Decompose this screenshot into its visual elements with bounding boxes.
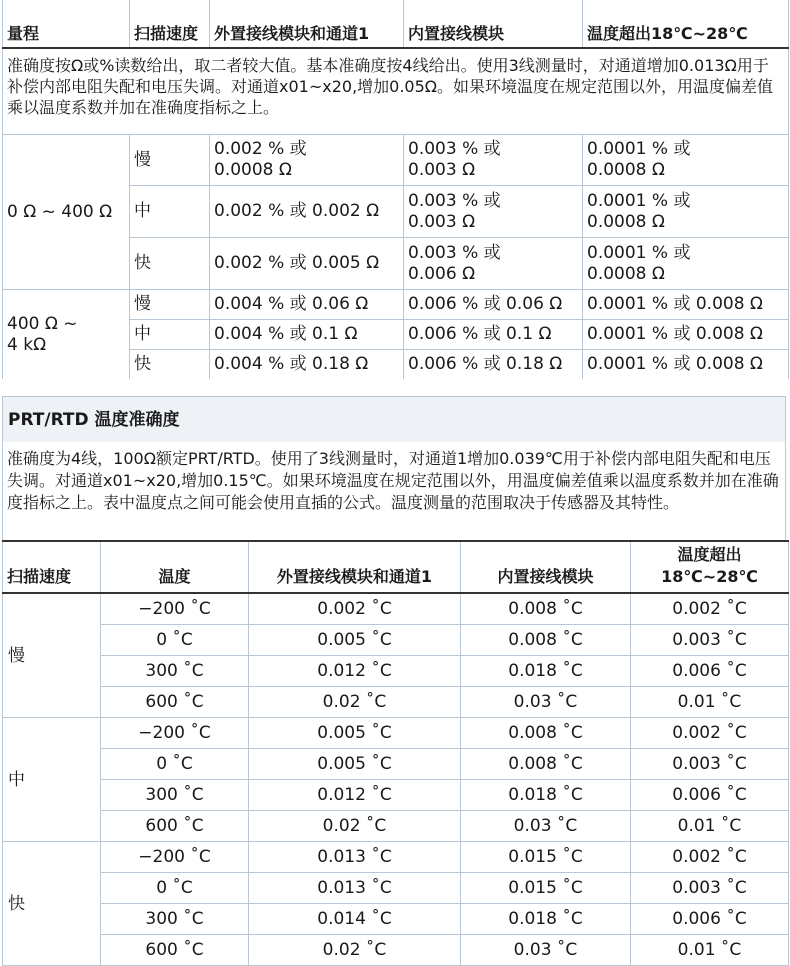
temperature-cell: 300 ˚C	[101, 656, 249, 687]
external-cell: 0.013 ˚C	[249, 842, 461, 873]
temperature-cell: −200 ˚C	[101, 842, 249, 873]
temperature-cell: 600 ˚C	[101, 935, 249, 966]
external-cell: 0.004 % 或 0.1 Ω	[210, 320, 404, 350]
col-header-scan-speed: 扫描速度	[3, 541, 101, 593]
temp-out-cell: 0.006 ˚C	[631, 780, 789, 811]
external-cell: 0.002 ˚C	[249, 593, 461, 625]
col-header-temperature: 温度	[101, 541, 249, 593]
temp-out-cell: 0.0001 % 或 0.0008 Ω	[583, 135, 789, 186]
col-header-internal: 内置接线模块	[404, 0, 583, 48]
internal-cell: 0.003 % 或 0.006 Ω	[404, 238, 583, 290]
external-cell: 0.005 ˚C	[249, 625, 461, 656]
resistance-table-body	[3, 135, 789, 380]
temp-out-cell: 0.003 ˚C	[631, 873, 789, 904]
temp-out-cell: 0.01 ˚C	[631, 935, 789, 966]
internal-cell: 0.006 % 或 0.06 Ω	[404, 290, 583, 320]
speed-cell: 慢	[130, 290, 210, 320]
scan-speed-cell: 中	[3, 718, 101, 842]
internal-cell: 0.003 % 或 0.003 Ω	[404, 135, 583, 186]
external-cell: 0.005 ˚C	[249, 749, 461, 780]
internal-cell: 0.018 ˚C	[461, 904, 631, 935]
temperature-cell: −200 ˚C	[101, 718, 249, 749]
col-header-range: 量程	[3, 0, 130, 48]
internal-cell: 0.008 ˚C	[461, 718, 631, 749]
col-header-external	[210, 0, 404, 48]
external-cell: 0.002 % 或 0.005 Ω	[210, 238, 404, 290]
internal-cell: 0.003 % 或 0.003 Ω	[404, 186, 583, 238]
external-cell: 0.02 ˚C	[249, 935, 461, 966]
external-cell: 0.004 % 或 0.18 Ω	[210, 350, 404, 380]
internal-cell: 0.03 ˚C	[461, 687, 631, 718]
temp-out-cell: 0.0001 % 或 0.008 Ω	[583, 350, 789, 380]
prt-rtd-section-title: PRT/RTD 温度准确度	[2, 396, 786, 442]
external-cell: 0.004 % 或 0.06 Ω	[210, 290, 404, 320]
temperature-cell: −200 ˚C	[101, 593, 249, 625]
internal-cell: 0.015 ˚C	[461, 842, 631, 873]
range-cell: 400 Ω ~ 4 kΩ	[3, 290, 130, 380]
col-header-temp-out: 温度超出 18℃~28℃	[631, 541, 789, 593]
external-cell: 0.014 ˚C	[249, 904, 461, 935]
external-cell: 0.002 % 或 0.002 Ω	[210, 186, 404, 238]
external-cell: 0.012 ˚C	[249, 780, 461, 811]
internal-cell: 0.018 ˚C	[461, 780, 631, 811]
prt-rtd-table-body	[3, 593, 789, 966]
temp-out-cell: 0.002 ˚C	[631, 593, 789, 625]
internal-cell: 0.03 ˚C	[461, 935, 631, 966]
internal-cell: 0.006 % 或 0.18 Ω	[404, 350, 583, 380]
col-header-external: 外置接线模块和通道1	[249, 541, 461, 593]
temp-out-cell: 0.0001 % 或 0.008 Ω	[583, 290, 789, 320]
temp-out-cell: 0.006 ˚C	[631, 656, 789, 687]
speed-cell: 中	[130, 320, 210, 350]
internal-cell: 0.03 ˚C	[461, 811, 631, 842]
internal-cell: 0.018 ˚C	[461, 656, 631, 687]
resistance-intro-text: 准确度按Ω或%读数给出，取二者较大值。基本准确度按4线给出。使用3线测量时，对通道增加0.013Ω用于补偿内部电阻失配和电压失调。对通道x01~x20,增加0.05Ω。如果环境温度在规定范围以外，用温度偏差值乘以温度系数并加在准确度指标之上。	[3, 48, 789, 135]
temperature-cell: 600 ˚C	[101, 811, 249, 842]
external-cell: 0.012 ˚C	[249, 656, 461, 687]
scan-speed-cell: 快	[3, 842, 101, 966]
temperature-cell: 0 ˚C	[101, 873, 249, 904]
prt-rtd-accuracy-table	[2, 540, 789, 966]
speed-cell: 中	[130, 186, 210, 238]
temperature-cell: 600 ˚C	[101, 687, 249, 718]
col-header-external-text: 外置接线模块和通道1	[214, 24, 370, 43]
external-cell: 0.013 ˚C	[249, 873, 461, 904]
temperature-cell: 300 ˚C	[101, 780, 249, 811]
internal-cell: 0.008 ˚C	[461, 749, 631, 780]
temp-out-cell: 0.01 ˚C	[631, 811, 789, 842]
temperature-cell: 0 ˚C	[101, 749, 249, 780]
temp-out-cell: 0.0001 % 或 0.008 Ω	[583, 320, 789, 350]
external-cell: 0.002 % 或 0.0008 Ω	[210, 135, 404, 186]
internal-cell: 0.008 ˚C	[461, 593, 631, 625]
internal-cell: 0.006 % 或 0.1 Ω	[404, 320, 583, 350]
col-header-speed-text: 扫描速度	[134, 24, 199, 43]
col-header-speed	[130, 0, 210, 48]
temp-out-cell: 0.0001 % 或 0.0008 Ω	[583, 186, 789, 238]
temp-out-cell: 0.01 ˚C	[631, 687, 789, 718]
temp-out-cell: 0.0001 % 或 0.0008 Ω	[583, 238, 789, 290]
speed-cell: 慢	[130, 135, 210, 186]
speed-cell: 快	[130, 350, 210, 380]
internal-cell: 0.015 ˚C	[461, 873, 631, 904]
external-cell: 0.02 ˚C	[249, 811, 461, 842]
temp-out-cell: 0.006 ˚C	[631, 904, 789, 935]
temp-out-cell: 0.002 ˚C	[631, 842, 789, 873]
scan-speed-cell: 慢	[3, 593, 101, 718]
temperature-cell: 300 ˚C	[101, 904, 249, 935]
speed-cell: 快	[130, 238, 210, 290]
prt-rtd-intro-text: 准确度为4线，100Ω额定PRT/RTD。使用了3线测量时，对通道1增加0.039℃用于补偿内部电阻失配和电压失调。对通道x01~x20,增加0.15℃。如果环境温度在规定范围以外，用温度偏差值乘以温度系数并加在准确度指标之上。表中温度点之间可能会使用直插的公式。温度测量的范围取决于传感器及其特性。	[2, 442, 786, 540]
col-header-temp-out: 温度超出18℃~28℃	[583, 0, 789, 48]
temp-out-cell: 0.003 ˚C	[631, 625, 789, 656]
resistance-accuracy-table	[2, 0, 789, 380]
external-cell: 0.005 ˚C	[249, 718, 461, 749]
temp-out-cell: 0.002 ˚C	[631, 718, 789, 749]
temp-out-cell: 0.003 ˚C	[631, 749, 789, 780]
internal-cell: 0.008 ˚C	[461, 625, 631, 656]
temperature-cell: 0 ˚C	[101, 625, 249, 656]
col-header-internal: 内置接线模块	[461, 541, 631, 593]
range-cell: 0 Ω ~ 400 Ω	[3, 135, 130, 290]
section-gap	[0, 379, 790, 395]
external-cell: 0.02 ˚C	[249, 687, 461, 718]
